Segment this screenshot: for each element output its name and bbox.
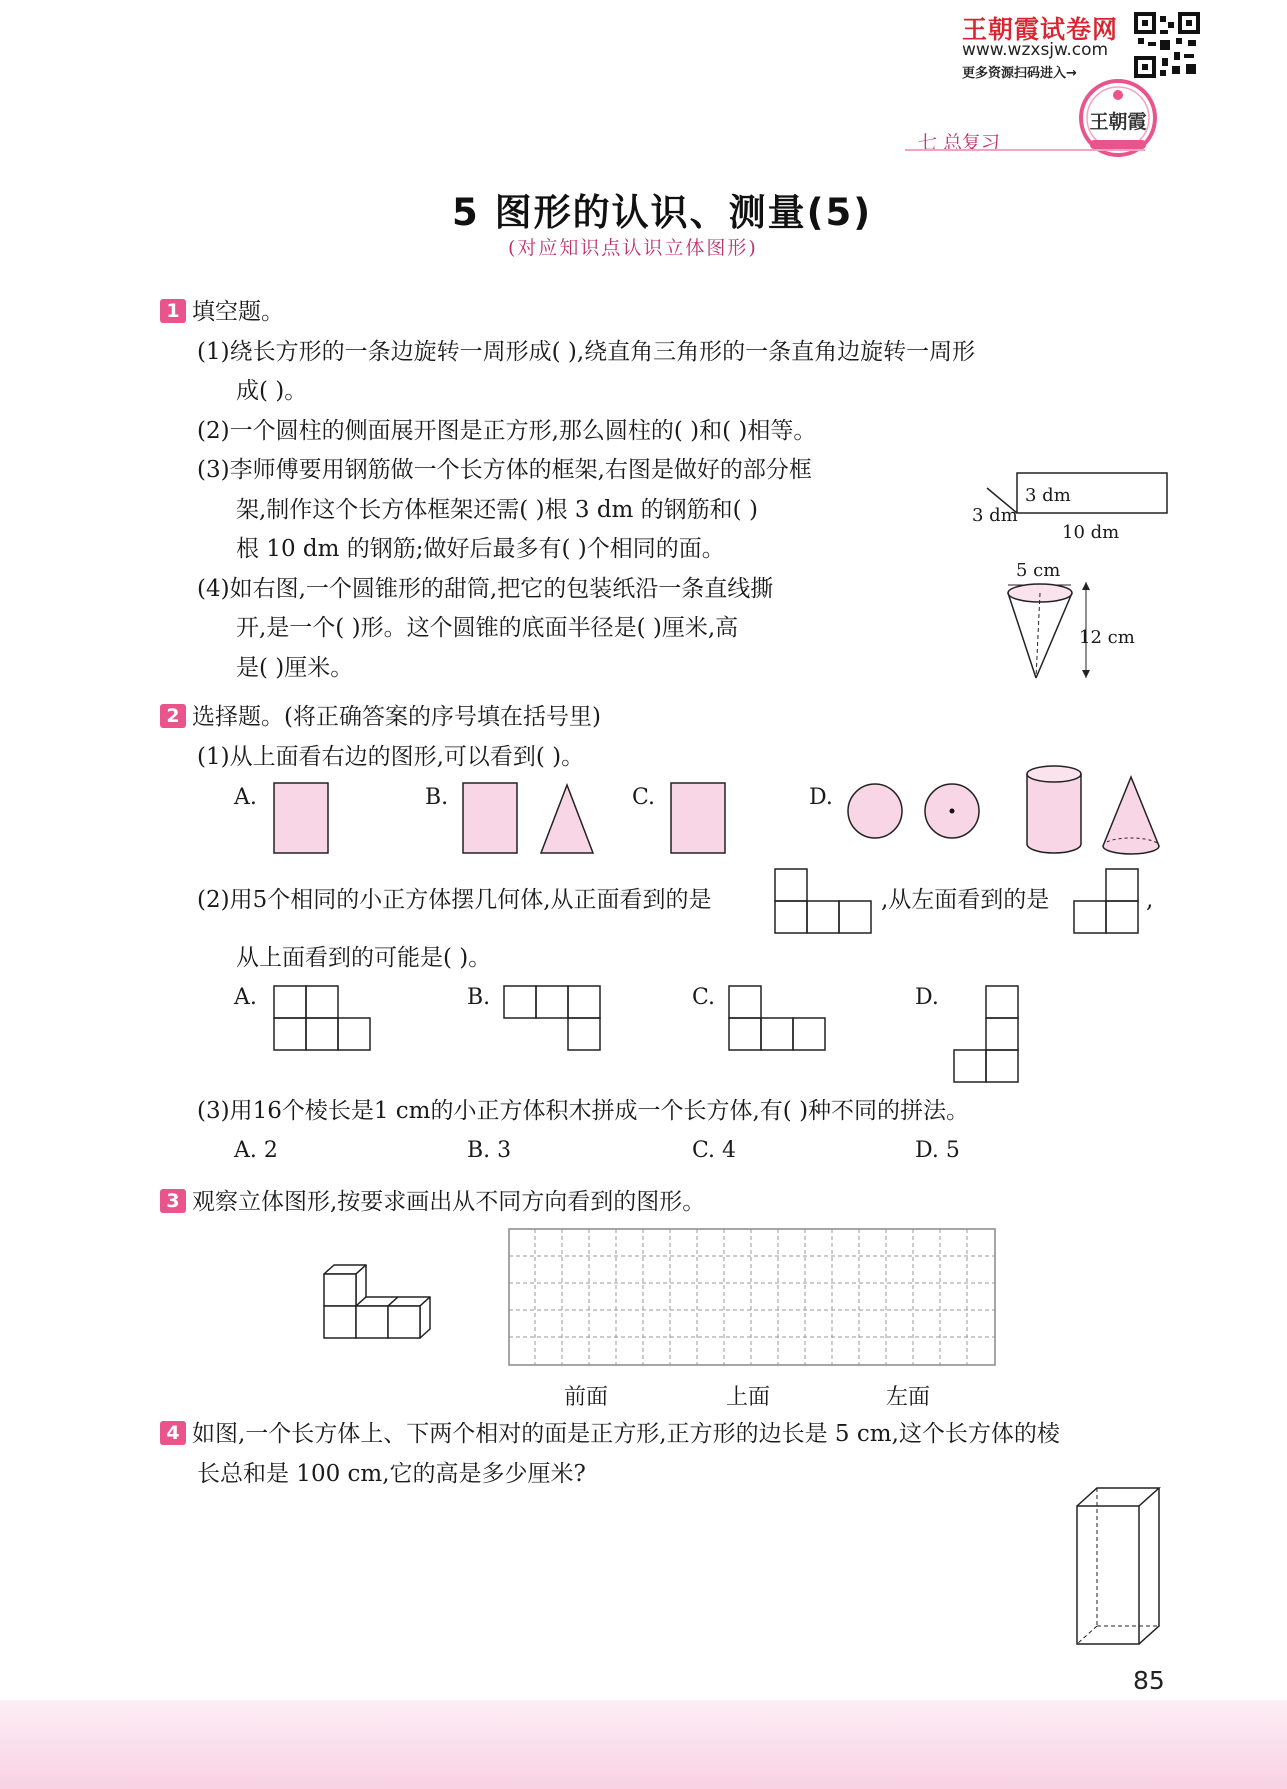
brand-title: 王朝霞试卷网	[962, 15, 1119, 44]
q1-cone-label-side: 12 cm	[1079, 627, 1135, 648]
q3-caption-front: 前面	[564, 1385, 609, 1410]
q1-part1-line2: 成( )。	[236, 378, 308, 404]
q1-part4-line1: (4)如右图,一个圆锥形的甜筒,把它的包装纸沿一条直线撕	[197, 576, 774, 602]
q1-part3-line2: 架,制作这个长方体框架还需( )根 3 dm 的钢筋和( )	[236, 497, 758, 523]
q2-2-option-b[interactable]: B.	[467, 985, 491, 1010]
q2-1-d-circles	[846, 782, 986, 842]
q4-number: 4	[160, 1421, 186, 1445]
q2-heading-text: 选择题。(将正确答案的序号填在括号里)	[192, 704, 601, 730]
q2-1-cone-figure	[1100, 774, 1162, 856]
brand-tagline: 更多资源扫码进入→	[962, 66, 1077, 81]
q2-2-b-grid	[503, 985, 603, 1051]
q2-2-d-grid	[953, 985, 1021, 1085]
q4-line1	[160, 1420, 1060, 1448]
q2-2-left-view	[1073, 868, 1141, 934]
q2-2-c-grid	[728, 985, 828, 1051]
q2-3-option-b[interactable]: B. 3	[467, 1138, 512, 1163]
q1-part1-line1: (1)绕长方形的一条边旋转一周形成( ),绕直角三角形的一条直角边旋转一周形	[197, 339, 976, 365]
q1-part4-line2: 开,是一个( )形。这个圆锥的底面半径是( )厘米,高	[236, 615, 739, 641]
page-number: 85	[1133, 1666, 1165, 1695]
brand-url[interactable]: www.wzxsjw.com	[962, 40, 1109, 60]
q2-2-option-d[interactable]: D.	[915, 985, 939, 1010]
q2-3-option-c[interactable]: C. 4	[692, 1138, 737, 1163]
page-subtitle: (对应知识点认识立体图形)	[508, 237, 758, 259]
q2-2-a-grid	[273, 985, 373, 1051]
q2-2-option-c[interactable]: C.	[692, 985, 716, 1010]
q2-1-option-c[interactable]: C.	[632, 785, 656, 810]
page-title: 5 图形的认识、测量(5)	[452, 191, 873, 234]
q2-part2-comma: ,	[1146, 887, 1154, 913]
q4-line1-text: 如图,一个长方体上、下两个相对的面是正方形,正方形的边长是 5 cm,这个长方体的棱	[192, 1421, 1060, 1447]
q2-part2-line1b: ,从左面看到的是	[881, 887, 1050, 913]
q1-heading-text: 填空题。	[192, 299, 284, 325]
brand-seal-logo	[1078, 78, 1158, 158]
q1-part3-line3: 根 10 dm 的钢筋;做好后最多有( )个相同的面。	[236, 536, 725, 562]
q3-heading-text: 观察立体图形,按要求画出从不同方向看到的图形。	[192, 1189, 706, 1215]
q2-1-a-rectangle	[273, 782, 329, 854]
q1-frame-label-bottom: 10 dm	[1062, 522, 1120, 543]
q2-part3: (3)用16个棱长是1 cm的小正方体积木拼成一个长方体,有( )种不同的拼法。	[197, 1098, 970, 1124]
q2-heading	[160, 703, 601, 731]
chapter-underline	[905, 148, 1145, 154]
q1-cone-label-top: 5 cm	[1016, 560, 1061, 581]
q2-1-c-rectangle	[670, 782, 726, 854]
svg-text:王朝霞: 王朝霞	[1089, 111, 1147, 133]
q3-heading	[160, 1188, 705, 1216]
q4-line2: 长总和是 100 cm,它的高是多少厘米?	[197, 1461, 586, 1487]
q2-2-option-a[interactable]: A.	[234, 985, 257, 1010]
q2-2-front-view	[774, 868, 874, 934]
q2-3-option-d[interactable]: D. 5	[915, 1138, 960, 1163]
q4-cuboid-figure	[1075, 1486, 1161, 1646]
q1-part2: (2)一个圆柱的侧面展开图是正方形,那么圆柱的( )和( )相等。	[197, 418, 817, 444]
q3-cube-figure	[322, 1262, 442, 1342]
q2-3-option-a[interactable]: A. 2	[234, 1138, 278, 1163]
q2-1-option-d[interactable]: D.	[809, 785, 833, 810]
q3-caption-top: 上面	[726, 1385, 771, 1410]
chapter-label: 七 总复习	[918, 132, 1001, 154]
q2-part2-line2: 从上面看到的可能是( )。	[236, 945, 492, 971]
qr-code-icon[interactable]	[1134, 12, 1200, 78]
q2-part1: (1)从上面看右边的图形,可以看到( )。	[197, 744, 585, 770]
q2-1-option-a[interactable]: A.	[234, 785, 257, 810]
q1-part3-line1: (3)李师傅要用钢筋做一个长方体的框架,右图是做好的部分框	[197, 457, 812, 483]
q1-heading	[160, 298, 284, 326]
q2-number: 2	[160, 704, 186, 728]
q3-number: 3	[160, 1189, 186, 1213]
q2-1-b-rectangle-triangle	[462, 782, 596, 854]
q1-number: 1	[160, 299, 186, 323]
q2-1-option-b[interactable]: B.	[425, 785, 449, 810]
q1-part4-line3: 是( )厘米。	[236, 655, 354, 681]
q2-1-cylinder-figure	[1024, 764, 1084, 856]
q2-part2-line1a: (2)用5个相同的小正方体摆几何体,从正面看到的是	[197, 887, 712, 913]
footer-band	[0, 1700, 1287, 1789]
q1-frame-label-left: 3 dm	[972, 505, 1018, 526]
q1-frame-label-top: 3 dm	[1025, 485, 1071, 506]
q3-caption-left: 左面	[886, 1385, 931, 1410]
q3-drawing-grid[interactable]	[508, 1228, 996, 1366]
